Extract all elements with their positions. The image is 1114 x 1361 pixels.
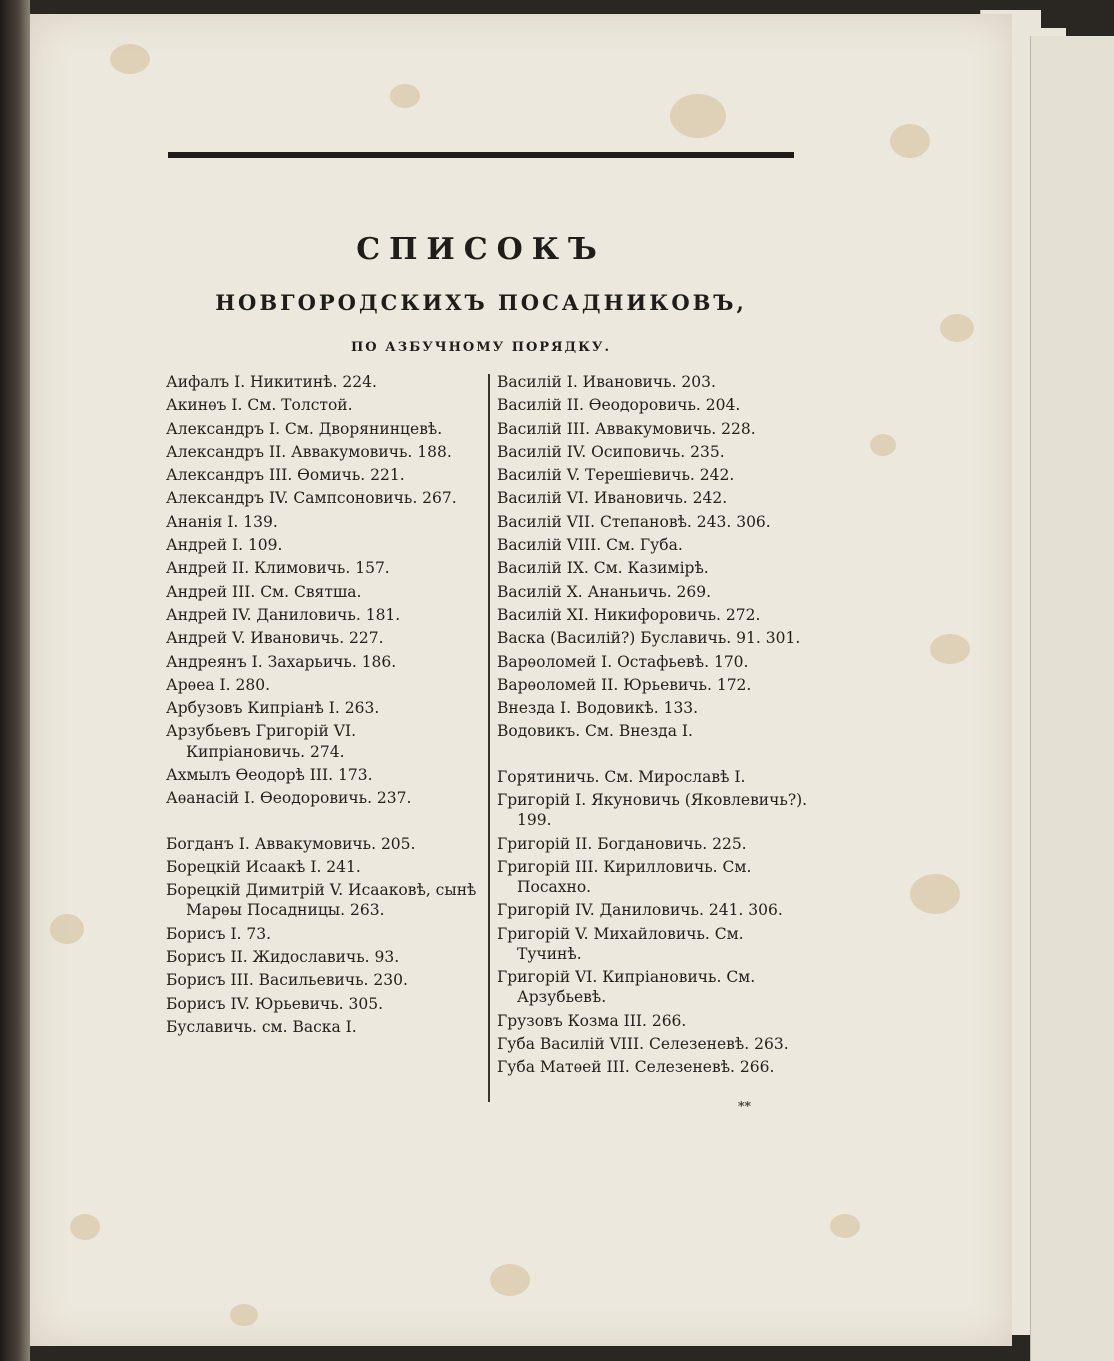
list-entry: Ахмылъ Ѳеодорѣ III. 173. (166, 765, 373, 784)
list-entry: Андрей II. Климовичь. 157. (166, 559, 390, 578)
foxing-stain (830, 1214, 860, 1238)
foxing-stain (230, 1304, 258, 1326)
list-entry: Андрей V. Ивановичь. 227. (166, 629, 384, 648)
list-entry: Варѳоломей II. Юрьевичь. 172. (497, 675, 752, 694)
foxing-stain (870, 434, 896, 456)
section-gap (497, 745, 813, 767)
list-entry: Андрей IV. Даниловичь. 181. (166, 605, 401, 624)
column-divider (488, 374, 490, 1102)
list-entry: Аѳанасій I. Ѳеодоровичь. 237. (166, 789, 412, 808)
foxing-stain (490, 1264, 530, 1296)
list-entry: Василій VI. Ивановичь. 242. (497, 489, 728, 508)
list-entry: Арзубьевъ Григорій VI. Кипріановичь. 274. (166, 722, 357, 761)
list-entry: Губа Матѳей III. Селезеневѣ. 266. (497, 1058, 775, 1077)
list-entry: Василій IX. См. Казимірѣ. (497, 559, 709, 578)
list-entry: Акинѳъ I. См. Толстой. (166, 396, 353, 415)
list-entry: Варѳоломей I. Остафьевѣ. 170. (497, 652, 749, 671)
foxing-stain (910, 874, 960, 914)
list-entry: Андрей I. 109. (166, 536, 283, 555)
section-gap (166, 812, 478, 834)
list-entry: Александръ III. Ѳомичь. 221. (166, 466, 405, 485)
page-subtitle: НОВГОРОДСКИХЪ ПОСАДНИКОВЪ, (215, 290, 747, 315)
list-entry: Василій XI. Никифоровичь. 272. (497, 605, 761, 624)
list-entry: Васка (Василій?) Буславичь. 91. 301. (497, 629, 801, 648)
list-entry: Борисъ II. Жидославичь. 93. (166, 947, 400, 966)
list-entry: Ананія I. 139. (166, 512, 278, 531)
page-title: СПИСОКЪ (356, 232, 606, 267)
list-entry: Богданъ I. Аввакумовичь. 205. (166, 834, 416, 853)
list-entry: Борецкій Димитрій V. Исааковѣ, сынѣ Марѳы Посадницы. 263. (166, 881, 477, 920)
list-entry: Губа Василій VIII. Селезеневѣ. 263. (497, 1034, 789, 1053)
list-entry: Василій III. Аввакумовичь. 228. (497, 419, 756, 438)
foxing-stain (890, 124, 930, 158)
foxing-stain (110, 44, 150, 74)
list-entry: Григорій III. Кирилловичь. См. Посахно. (497, 857, 752, 897)
list-entry: Арбузовъ Кипріанѣ I. 263. (166, 699, 380, 718)
list-entry: Григорій V. Михайловичь. См. Тучинѣ. (497, 924, 744, 963)
order-note: ПО АЗБУЧНОМУ ПОРЯДКУ. (351, 340, 611, 355)
list-entry: Василій VII. Степановѣ. 243. 306. (497, 512, 771, 531)
list-entry: Борисъ IV. Юрьевичь. 305. (166, 994, 384, 1013)
foxing-stain (930, 634, 970, 664)
list-entry: Борисъ I. 73. (166, 924, 272, 943)
list-entry: Василій IV. Осиповичь. 235. (497, 442, 725, 461)
book-binding (0, 0, 30, 1361)
list-entry: Александръ IV. Сампсоновичь. 267. (166, 489, 457, 508)
list-entry: Аифалъ I. Никитинѣ. 224. (166, 373, 377, 391)
left-column (166, 372, 478, 1040)
list-entry: Горятиничь. См. Мирославѣ I. (497, 767, 746, 786)
list-entry: Григорій IV. Даниловичь. 241. 306. (497, 901, 783, 920)
foxing-stain (670, 94, 726, 138)
end-mark: ** (738, 1100, 751, 1115)
list-entry: Василій X. Ананьичь. 269. (497, 582, 712, 601)
list-entry: Андреянъ I. Захарьичь. 186. (166, 652, 397, 671)
right-column (497, 372, 813, 1081)
list-entry: Внезда I. Водовикѣ. 133. (497, 699, 699, 718)
list-entry: Буславичь. см. Васка I. (166, 1017, 357, 1036)
list-entry: Григорій VI. Кипріановичь. См. Арзубьевѣ. (497, 968, 756, 1007)
list-entry: Грузовъ Козма III. 266. (497, 1011, 687, 1030)
foxing-stain (940, 314, 974, 342)
page-edge (1030, 36, 1114, 1361)
list-entry: Андрей III. См. Святша. (166, 582, 362, 601)
list-entry: Василій V. Терешіевичь. 242. (497, 466, 735, 485)
list-entry: Борецкій Исаакѣ I. 241. (166, 857, 361, 876)
list-entry: Александръ II. Аввакумовичь. 188. (166, 442, 452, 461)
list-entry: Александръ I. См. Дворянинцевѣ. (166, 419, 443, 438)
foxing-stain (390, 84, 420, 108)
list-entry: Василій I. Ивановичь. 203. (497, 373, 716, 391)
list-entry: Водовикъ. См. Внезда I. (497, 722, 693, 741)
list-entry: Василій VIII. См. Губа. (497, 536, 683, 555)
foxing-stain (50, 914, 84, 944)
list-entry: Борисъ III. Васильевичь. 230. (166, 971, 408, 990)
list-entry: Арѳеа I. 280. (166, 675, 271, 694)
list-entry: Григорій I. Якуновичь (Яковлевичь?). 199. (497, 791, 808, 830)
list-entry: Григорій II. Богдановичь. 225. (497, 834, 747, 853)
header-rule (168, 152, 794, 158)
list-entry: Василій II. Ѳеодоровичь. 204. (497, 396, 741, 415)
foxing-stain (70, 1214, 100, 1240)
